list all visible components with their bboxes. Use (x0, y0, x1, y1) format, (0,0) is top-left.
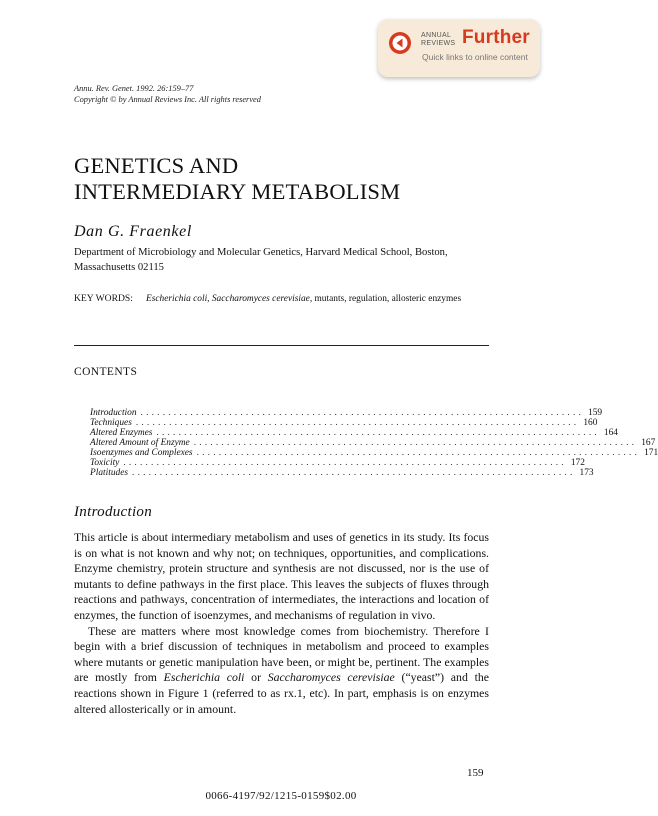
toc-page: 173 (579, 468, 594, 478)
divider (74, 345, 489, 346)
toc-page: 164 (603, 428, 618, 438)
keywords-rest: mutants, regulation, allosteric enzymes (312, 294, 462, 304)
play-arrow-icon (388, 31, 412, 55)
toc-label: Toxicity (90, 458, 120, 468)
further-wordmark: Further (462, 27, 530, 48)
author-affiliation: Department of Microbiology and Molecular Genetics, Harvard Medical School, Boston, Massachusetts 02115 (74, 247, 448, 273)
toc-page: 167 (641, 438, 656, 448)
body-text (74, 530, 489, 717)
further-subtitle: Quick links to online content (422, 52, 528, 62)
toc-label: Platitudes (90, 468, 129, 478)
toc-item[interactable] (90, 428, 618, 438)
toc-item[interactable] (90, 438, 656, 448)
toc-page: 171 (644, 448, 658, 458)
toc-label: Altered Enzymes (90, 428, 153, 438)
article-title (74, 153, 400, 205)
toc-leader: ................................................................................ (193, 438, 638, 448)
paragraph: This article is about intermediary metabolism and uses of genetics in its study. Its focus is on what is not known and why not; on techniques, opportunities, and complications. Enzyme chemistry, protein structure and synthesis are not discussed, nor is the use of mutants to define pathways in the first place. This leaves the subjects of fluxes through reactions and pathways, concentration of intermediates, the interactions and location of enzymes, the function of isoenzymes, and mechanisms of regulation in vivo. (74, 530, 489, 622)
toc-leader: ................................................................................ (140, 408, 585, 418)
toc-item[interactable] (90, 468, 594, 478)
footer-code: 0066-4197/92/1215-0159$02.00 (205, 790, 357, 802)
toc-leader: ................................................................................ (132, 468, 576, 478)
toc-leader: ................................................................................ (123, 458, 567, 468)
further-badge[interactable] (378, 19, 540, 77)
journal-citation (74, 83, 261, 105)
keywords (146, 293, 491, 306)
keywords-organisms: Escherichia coli, Saccharomyces cerevisiae, (146, 294, 313, 304)
copyright-line: Copyright © by Annual Reviews Inc. All rights reserved (74, 95, 261, 104)
section-heading: Introduction (74, 504, 153, 520)
toc-item[interactable] (90, 458, 585, 468)
toc-page: 172 (570, 458, 585, 468)
toc-label: Isoenzymes and Complexes (90, 448, 193, 458)
toc-label: Altered Amount of Enzyme (90, 438, 190, 448)
toc-leader: ................................................................................ (156, 428, 600, 438)
paragraph: These are matters where most knowledge comes from biochemistry. Therefore I begin with a brief discussion of techniques in metabolism and proceed to examples where mutants or genetic manipulation have been, or might be, pertinent. The examples are mostly from Escherichia coli or Saccharomyces cerevisiae (“yeast”) and the reactions shown in Figure 1 (referred to as rx.1, etc). In part, emphasis is on enzymes altered allosterically or in amount. (74, 623, 489, 716)
page-number: 159 (467, 767, 484, 779)
table-of-contents (90, 408, 658, 478)
toc-item[interactable] (90, 418, 598, 428)
author-name: Dan G. Fraenkel (74, 223, 192, 240)
toc-leader: ................................................................................ (135, 418, 580, 428)
title-line-1: GENETICS AND (74, 153, 239, 178)
toc-label: Techniques (90, 418, 132, 428)
toc-item[interactable] (90, 408, 603, 418)
title-line-2: INTERMEDIARY METABOLISM (74, 179, 401, 204)
keywords-label: KEY WORDS: (74, 293, 133, 304)
citation-line: Annu. Rev. Genet. 1992. 26:159–77 (74, 84, 194, 93)
contents-heading: CONTENTS (74, 366, 138, 378)
toc-leader: ................................................................................ (196, 448, 641, 458)
toc-page: 159 (588, 408, 603, 418)
toc-item[interactable] (90, 448, 658, 458)
toc-label: Introduction (90, 408, 137, 418)
annual-reviews-wordmark: ANNUAL REVIEWS (421, 32, 456, 47)
toc-page: 160 (583, 418, 598, 428)
